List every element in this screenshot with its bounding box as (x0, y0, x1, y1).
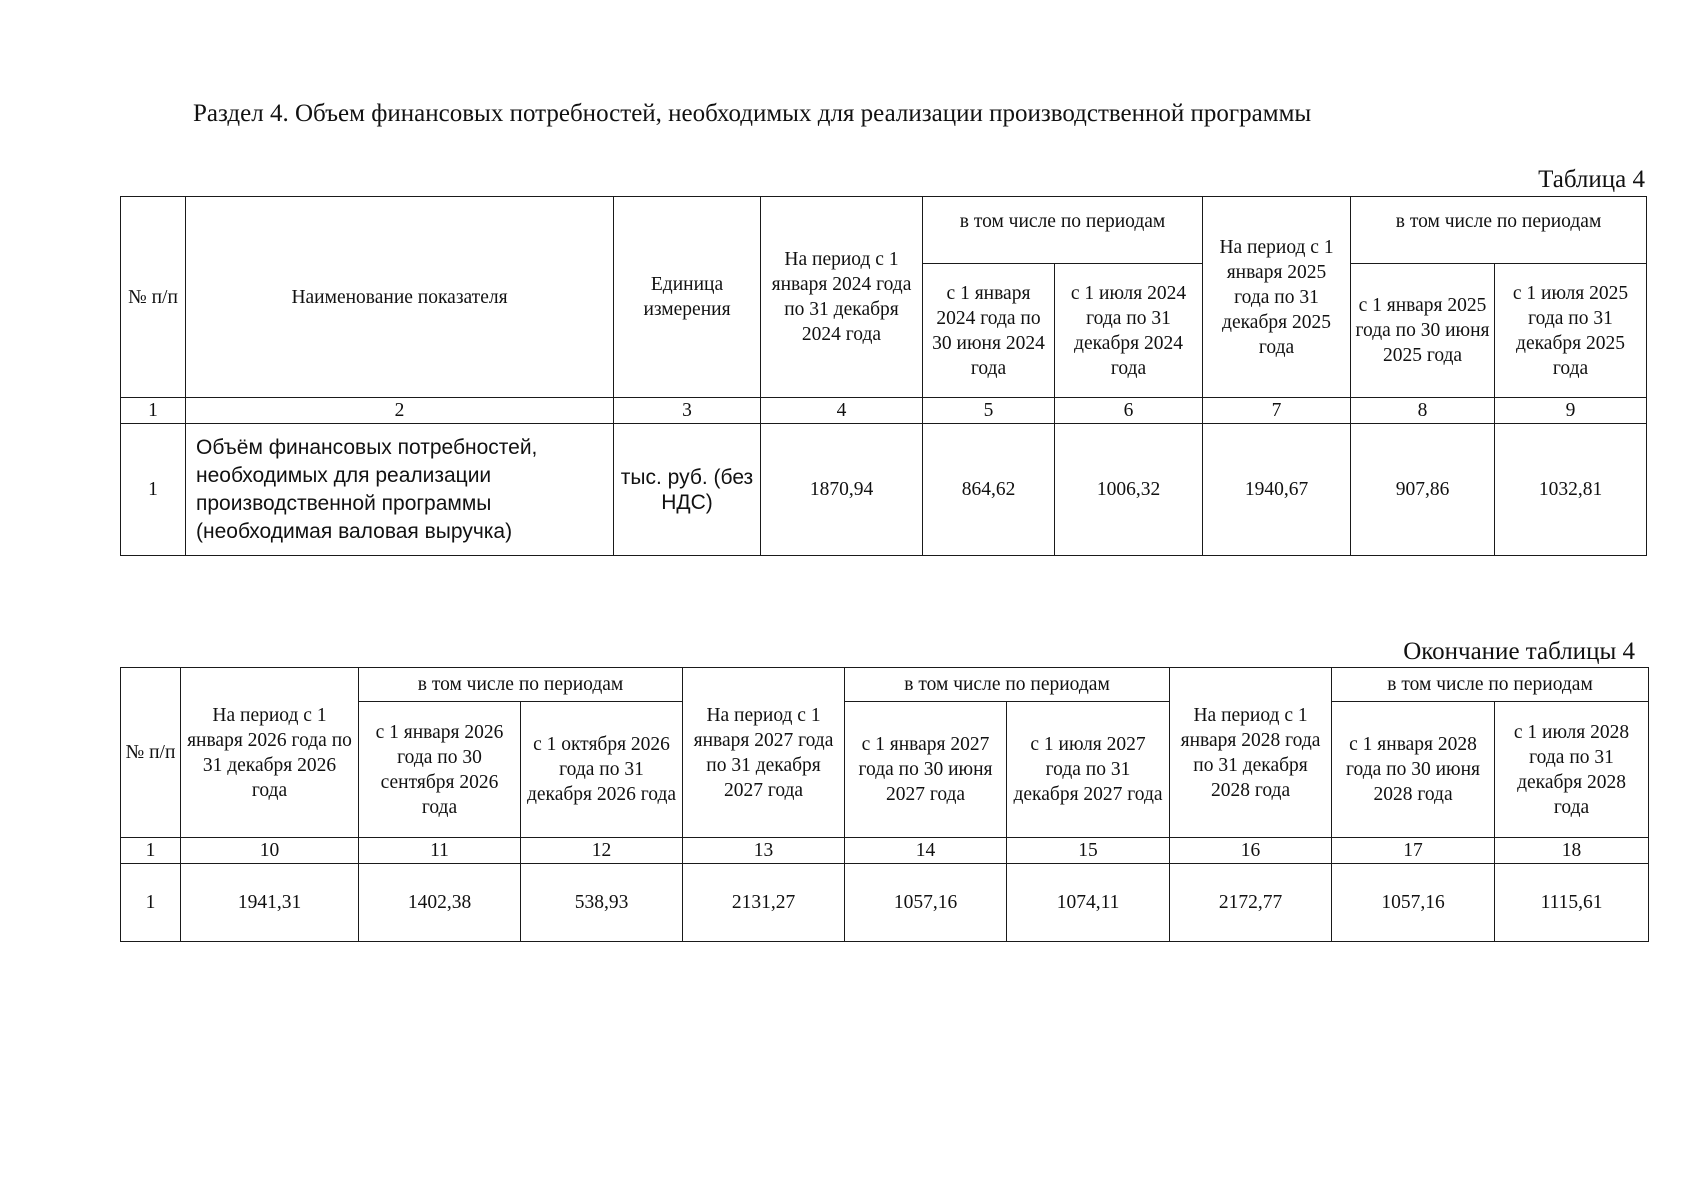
value-2027-h1: 1057,16 (845, 864, 1007, 942)
value-2028: 2172,77 (1170, 864, 1332, 942)
header-period-2026-b: с 1 октября 2026 года по 31 декабря 2026 года (521, 702, 683, 838)
row-number: 1 (121, 864, 181, 942)
header-row-number: № п/п (121, 197, 186, 398)
value-2026: 1941,31 (181, 864, 359, 942)
header-row-number: № п/п (121, 668, 181, 838)
header-period-2026-a: с 1 января 2026 года по 30 сентября 2026 года (359, 702, 521, 838)
header-including-periods-2025: в том числе по периодам (1351, 197, 1647, 264)
value-2024-h2: 1006,32 (1055, 424, 1203, 556)
column-number: 7 (1203, 398, 1351, 424)
value-2028-h2: 1115,61 (1495, 864, 1649, 942)
value-2028-h1: 1057,16 (1332, 864, 1495, 942)
column-number-row (121, 398, 1647, 424)
header-period-2028: На период с 1 января 2028 года по 31 декабря 2028 года (1170, 668, 1332, 838)
header-period-2026: На период с 1 января 2026 года по 31 декабря 2026 года (181, 668, 359, 838)
header-period-2027-h1: с 1 января 2027 года по 30 июня 2027 года (845, 702, 1007, 838)
header-period-2024: На период с 1 января 2024 года по 31 декабря 2024 года (761, 197, 923, 398)
header-period-2025: На период с 1 января 2025 года по 31 декабря 2025 года (1203, 197, 1351, 398)
header-including-periods-2027: в том числе по периодам (845, 668, 1170, 702)
column-number: 18 (1495, 838, 1649, 864)
table-1-label: Таблица 4 (1538, 166, 1645, 193)
financial-needs-table-2026-2028 (120, 667, 1649, 942)
table-row (121, 864, 1649, 942)
column-number-row (121, 838, 1649, 864)
value-2024-h1: 864,62 (923, 424, 1055, 556)
header-unit: Единица измерения (614, 197, 761, 398)
column-number: 4 (761, 398, 923, 424)
column-number: 2 (186, 398, 614, 424)
table-row (121, 424, 1647, 556)
header-indicator-name: Наименование показателя (186, 197, 614, 398)
header-period-2027: На период с 1 января 2027 года по 31 декабря 2027 года (683, 668, 845, 838)
column-number: 12 (521, 838, 683, 864)
header-period-2025-h2: с 1 июля 2025 года по 31 декабря 2025 года (1495, 264, 1647, 398)
column-number: 6 (1055, 398, 1203, 424)
column-number: 11 (359, 838, 521, 864)
table-1-continuation-label: Окончание таблицы 4 (1403, 638, 1635, 665)
value-2025-h2: 1032,81 (1495, 424, 1647, 556)
header-period-2028-h2: с 1 июля 2028 года по 31 декабря 2028 года (1495, 702, 1649, 838)
column-number: 1 (121, 838, 181, 864)
header-period-2027-h2: с 1 июля 2027 года по 31 декабря 2027 года (1007, 702, 1170, 838)
value-2026-b: 538,93 (521, 864, 683, 942)
value-2024: 1870,94 (761, 424, 923, 556)
page-title: Раздел 4. Объем финансовых потребностей, необходимых для реализации производственной программы (193, 100, 1312, 127)
column-number: 15 (1007, 838, 1170, 864)
column-number: 13 (683, 838, 845, 864)
header-including-periods-2026: в том числе по периодам (359, 668, 683, 702)
column-number: 14 (845, 838, 1007, 864)
header-period-2025-h1: с 1 января 2025 года по 30 июня 2025 года (1351, 264, 1495, 398)
column-number: 1 (121, 398, 186, 424)
value-2027: 2131,27 (683, 864, 845, 942)
header-period-2028-h1: с 1 января 2028 года по 30 июня 2028 года (1332, 702, 1495, 838)
column-number: 16 (1170, 838, 1332, 864)
unit-value: тыс. руб. (без НДС) (614, 424, 761, 556)
value-2025: 1940,67 (1203, 424, 1351, 556)
column-number: 8 (1351, 398, 1495, 424)
financial-needs-table-2024-2025 (120, 196, 1647, 556)
value-2026-a: 1402,38 (359, 864, 521, 942)
column-number: 17 (1332, 838, 1495, 864)
value-2025-h1: 907,86 (1351, 424, 1495, 556)
column-number: 10 (181, 838, 359, 864)
value-2027-h2: 1074,11 (1007, 864, 1170, 942)
column-number: 9 (1495, 398, 1647, 424)
header-including-periods-2024: в том числе по периодам (923, 197, 1203, 264)
indicator-name: Объём финансовых потребностей, необходимых для реализации производственной программы (необходимая валовая выручка) (186, 424, 614, 556)
column-number: 5 (923, 398, 1055, 424)
header-including-periods-2028: в том числе по периодам (1332, 668, 1649, 702)
header-period-2024-h1: с 1 января 2024 года по 30 июня 2024 года (923, 264, 1055, 398)
column-number: 3 (614, 398, 761, 424)
row-number: 1 (121, 424, 186, 556)
header-period-2024-h2: с 1 июля 2024 года по 31 декабря 2024 года (1055, 264, 1203, 398)
